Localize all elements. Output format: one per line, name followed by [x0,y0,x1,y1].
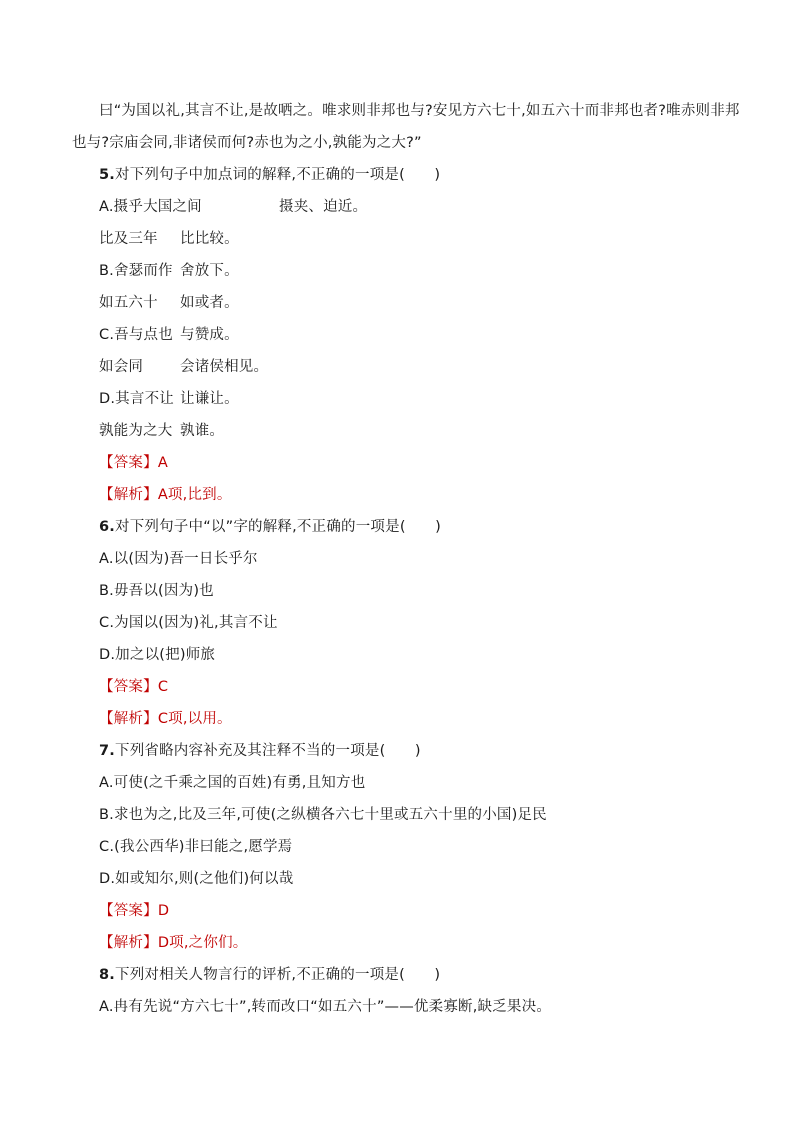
answer-label: 【答案】 [99,455,158,471]
q5-option-c2-left: 如会同 [99,359,144,375]
question-8-text: 下列对相关人物言行的评析,不正确的一项是( ) [115,967,441,983]
q7-analysis [99,933,248,953]
question-7-text: 下列省略内容补充及其注释不当的一项是( ) [115,743,421,759]
question-5-stem [99,165,440,185]
q7-option-d: D.如或知尔,则(之他们)何以哉 [99,871,294,887]
analysis-label: 【解析】 [99,711,158,727]
q5-option-a2-left: 比及三年 [99,231,158,247]
q5-option-d2-left: 孰能为之大 [99,423,173,439]
q5-analysis [99,485,232,505]
analysis-text: A项,比到。 [157,487,232,503]
question-8-number: 8. [99,967,115,983]
q7-option-a: A.可使(之千乘之国的百姓)有勇,且知方也 [99,775,366,791]
q5-option-b2-left: 如五六十 [99,295,158,311]
question-5-text: 对下列句子中加点词的解释,不正确的一项是( ) [115,167,441,183]
q5-option-c2-right: 会诸侯相见。 [180,359,269,375]
q5-answer [99,453,168,473]
q8-option-a: A.冉有先说“方六七十”,转而改口“如五六十”——优柔寡断,缺乏果决。 [99,999,552,1015]
question-8-stem [99,965,440,985]
q5-option-b2-right: 如或者。 [180,295,239,311]
question-7-stem [99,741,421,761]
q6-analysis [99,709,232,729]
answer-label: 【答案】 [99,679,158,695]
q6-option-d: D.加之以(把)师旅 [99,647,216,663]
answer-value: D [157,903,170,919]
question-6-number: 6. [99,519,115,535]
q6-option-b: B.毋吾以(因为)也 [99,583,214,599]
q5-option-a-right: 摄夹、迫近。 [279,199,368,215]
q6-answer [99,677,168,697]
q5-option-a2-right: 比比较。 [180,231,239,247]
analysis-label: 【解析】 [99,487,158,503]
analysis-text: C项,以用。 [157,711,232,727]
q6-option-c: C.为国以(因为)礼,其言不让 [99,615,278,631]
answer-value: A [157,455,168,471]
q7-option-b: B.求也为之,比及三年,可使(之纵横各六七十里或五六十里的小国)足民 [99,807,547,823]
question-6-text: 对下列句子中“以”字的解释,不正确的一项是( ) [115,519,441,535]
intro-line-2: 也与?宗庙会同,非诸侯而何?赤也为之小,孰能为之大?” [72,135,422,151]
q5-option-d2-right: 孰谁。 [180,423,225,439]
q5-option-d-right: 让谦让。 [180,391,239,407]
question-6-stem [99,517,441,537]
answer-value: C [157,679,169,695]
q5-option-a-left: A.摄乎大国之间 [99,199,202,215]
q6-option-a: A.以(因为)吾一日长乎尔 [99,551,258,567]
q5-option-c-left: C.吾与点也 [99,327,173,343]
q5-option-b-right: 舍放下。 [180,263,239,279]
analysis-label: 【解析】 [99,935,158,951]
q5-option-b-left: B.舍瑟而作 [99,263,173,279]
intro-line-1: 曰“为国以礼,其言不让,是故哂之。唯求则非邦也与?安见方六七十,如五六十而非邦也者?唯赤则非邦 [99,103,740,119]
question-5-number: 5. [99,167,115,183]
q7-option-c: C.(我公西华)非曰能之,愿学焉 [99,839,293,855]
question-7-number: 7. [99,743,115,759]
q5-option-d-left: D.其言不让 [99,391,174,407]
q7-answer [99,901,169,921]
answer-label: 【答案】 [99,903,158,919]
analysis-text: D项,之你们。 [157,935,248,951]
q5-option-c-right: 与赞成。 [180,327,239,343]
